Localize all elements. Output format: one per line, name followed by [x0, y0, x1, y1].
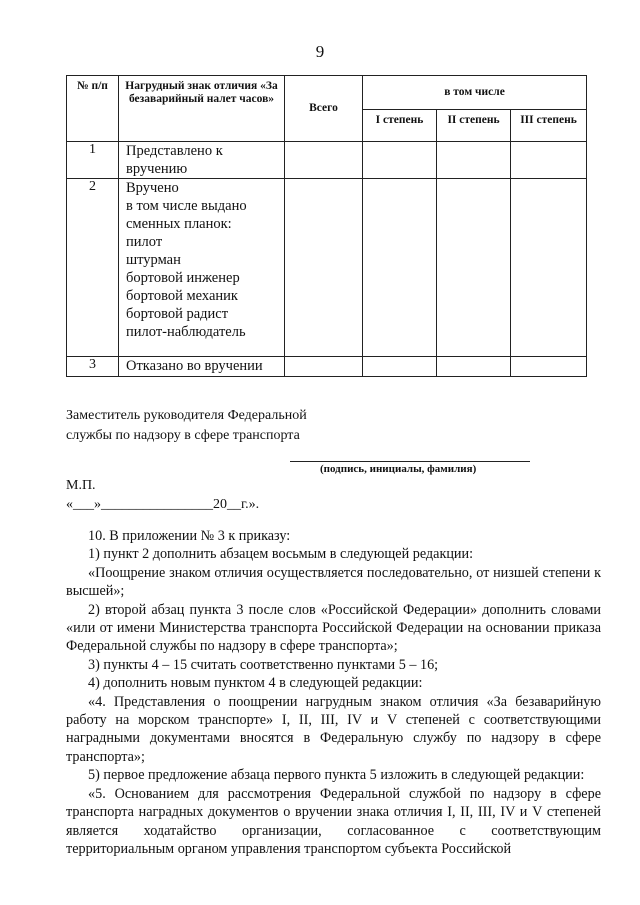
date-line: «___»________________20__г.».: [66, 497, 260, 512]
row-number: 3: [67, 357, 119, 377]
paragraph: 2) второй абзац пункта 3 после слов «Российской Федерации» дополнить словами «или от имени Министерства транспорта Российской Федерации на основании приказа Федеральной службы по надзору в сфере транспорта»;: [66, 601, 601, 655]
cell-degree-3: [511, 142, 587, 179]
signatory-title-line-2: службы по надзору в сфере транспорта: [66, 428, 300, 443]
paragraph: 1) пункт 2 дополнить абзацем восьмым в следующей редакции:: [88, 546, 474, 563]
row-label: [119, 142, 285, 179]
signatory-title-line-1: Заместитель руководителя Федеральной: [66, 408, 307, 423]
award-table: [66, 75, 587, 377]
row-label-line: вручению: [126, 161, 188, 177]
header-degree-3: III степень: [511, 110, 587, 142]
page-number: 9: [315, 42, 325, 61]
cell-degree-1: [363, 142, 437, 179]
table-row: [67, 357, 587, 377]
row-label: [119, 357, 285, 377]
paragraph: «4. Представления о поощрении нагрудным знаком отличия «За безаварийную работу на морском транспорте» I, II, III, IV и V степеней с соответствующими наградными документами вносятся в Федеральную службу по надзору в сфере транспорта»;: [66, 693, 601, 765]
stamp-place: М.П.: [66, 478, 96, 493]
row-label: [119, 179, 285, 357]
paragraph: 5) первое предложение абзаца первого пункта 5 изложить в следующей редакции:: [88, 767, 585, 784]
table-row: [67, 179, 587, 357]
cell-degree-2: [437, 142, 511, 179]
row-label-line: пилот-наблюдатель: [126, 324, 246, 340]
row-number: 2: [67, 179, 119, 357]
header-degree-1: I степень: [363, 110, 437, 142]
table-row: [67, 142, 587, 179]
cell-degree-3: [511, 357, 587, 377]
cell-degree-2: [437, 179, 511, 357]
row-label-line: пилот: [126, 234, 163, 250]
row-label-line: в том числе выдано: [126, 198, 247, 214]
cell-total: [285, 357, 363, 377]
header-num: № п/п: [67, 76, 119, 142]
paragraph: «Поощрение знаком отличия осуществляется последовательно, от низшей степени к высшей»;: [66, 564, 601, 600]
header-degree-2: II степень: [437, 110, 511, 142]
row-label-line: штурман: [126, 252, 181, 268]
paragraph: «5. Основанием для рассмотрения Федеральной службой по надзору в сфере транспорта наградных документов о вручении знака отличия I, II, III, IV и V степеней является ходатайство организации, согласованное с соответствующим территориальным органом управления транспортом субъекта Российской: [66, 785, 601, 857]
cell-degree-3: [511, 179, 587, 357]
row-label-line: сменных планок:: [126, 216, 232, 232]
row-label-line: Представлено к: [126, 143, 223, 159]
paragraph: 3) пункты 4 – 15 считать соответственно пунктами 5 – 16;: [88, 656, 439, 673]
cell-degree-2: [437, 357, 511, 377]
header-badge: Нагрудный знак отличия «За безаварийный налет часов»: [119, 76, 285, 142]
cell-total: [285, 179, 363, 357]
row-number: 1: [67, 142, 119, 179]
row-label-line: бортовой механик: [126, 288, 238, 304]
cell-degree-1: [363, 179, 437, 357]
signature-caption: (подпись, инициалы, фамилия): [320, 463, 477, 475]
paragraph: 4) дополнить новым пунктом 4 в следующей редакции:: [88, 675, 423, 692]
signature-line: [290, 461, 530, 462]
row-label-line: Отказано во вручении: [126, 358, 263, 374]
cell-degree-1: [363, 357, 437, 377]
row-label-line: Вручено: [126, 180, 179, 196]
header-including: в том числе: [363, 76, 587, 110]
amendment-text: [66, 527, 601, 858]
header-total: Всего: [285, 76, 363, 142]
row-label-line: бортовой радист: [126, 306, 229, 322]
cell-total: [285, 142, 363, 179]
row-label-line: бортовой инженер: [126, 270, 240, 286]
paragraph: 10. В приложении № 3 к приказу:: [88, 528, 291, 544]
